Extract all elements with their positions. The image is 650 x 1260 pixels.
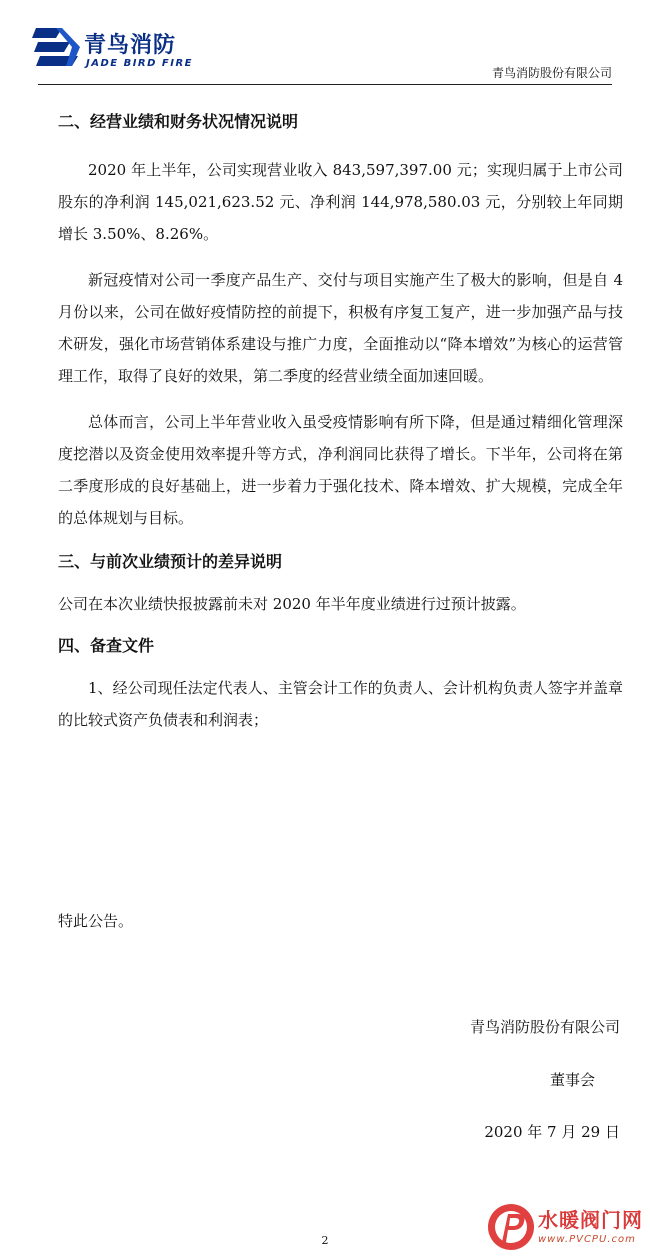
signature-board: 董事会 <box>549 1071 595 1089</box>
signature-date: 2020 年 7 月 29 日 <box>484 1123 620 1141</box>
logo-name: 青鸟消防 <box>84 33 177 58</box>
watermark-url: www.PVCPU.com <box>538 1234 636 1245</box>
section-4-title: 四、备查文件 <box>58 636 155 655</box>
section-2-paragraph-2: 新冠疫情对公司一季度产品生产、交付与项目实施产生了极大的影响，但是自 4 月份以来，公司在做好疫情防控的前提下，积极有序复工复产，进一步加强产品与技术研发，强化市场营销体系建设与推广力度，全面推动以“降本增效”为核心的运营管理工作，取得了良好的效果，第二季度的经营业绩全面加速回暖。 <box>58 271 623 385</box>
pv-logo-icon <box>486 1200 536 1254</box>
watermark-title: 水暖阀门网 <box>538 1208 643 1232</box>
section-3-paragraph: 公司在本次业绩快报披露前未对 2020 年半年度业绩进行过预计披露。 <box>58 595 526 613</box>
header-divider <box>38 84 612 85</box>
company-logo <box>32 22 202 78</box>
header-company: 青鸟消防股份有限公司 <box>491 66 612 80</box>
section-2-paragraph-1: 2020 年上半年，公司实现营业收入 843,597,397.00 元；实现归属于上市公司股东的净利润 145,021,623.52 元、净利润 144,978,580.03 元，分别较上年同期增长 3.50%、8.26%。 <box>58 161 623 243</box>
section-2-paragraph-3: 总体而言，公司上半年营业收入虽受疫情影响有所下降，但是通过精细化管理深度挖潜以及资金使用效率提升等方式，净利润同比获得了增长。下半年，公司将在第二季度形成的良好基础上，进一步着力于强化技术、降本增效、扩大规模，完成全年的总体规划与目标。 <box>58 413 623 527</box>
document-body <box>58 108 623 736</box>
signature-company: 青鸟消防股份有限公司 <box>469 1018 620 1036</box>
announcement-closing: 特此公告。 <box>58 912 134 930</box>
section-2-title: 二、经营业绩和财务状况情况说明 <box>58 112 299 131</box>
jade-bird-logo-icon <box>32 22 82 74</box>
logo-subtitle: JADE BIRD FIRE <box>86 58 193 69</box>
site-watermark <box>486 1200 646 1258</box>
section-4-item-1: 1、经公司现任法定代表人、主管会计工作的负责人、会计机构负责人签字并盖章的比较式资产负债表和利润表； <box>58 679 623 729</box>
page-number: 2 <box>321 1234 329 1247</box>
section-3-title: 三、与前次业绩预计的差异说明 <box>58 552 283 571</box>
